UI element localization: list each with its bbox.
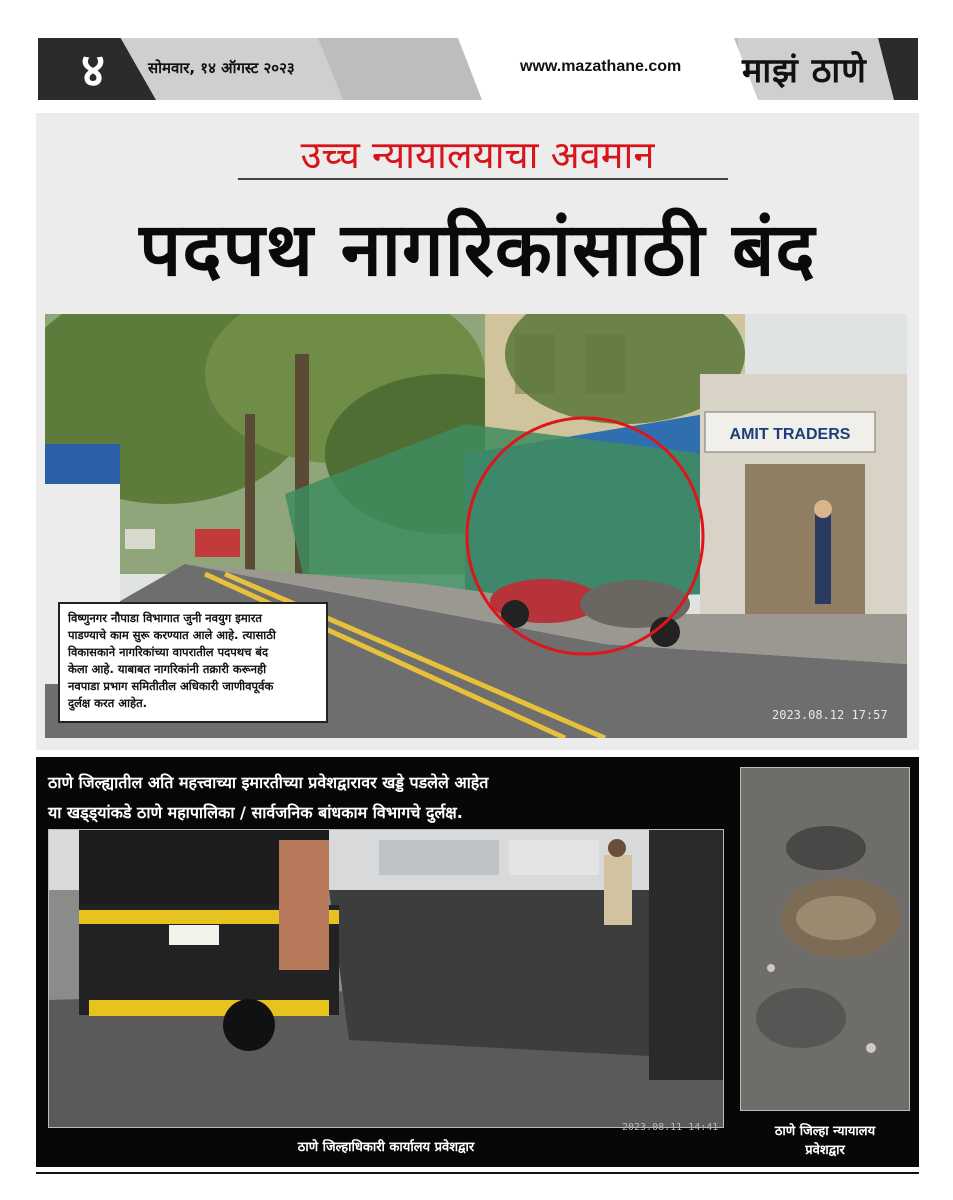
photo-caption <box>58 602 328 723</box>
pothole-text <box>48 768 728 828</box>
masthead-title: माझं ठाणे <box>742 51 867 91</box>
caption-line: नवपाडा प्रभाग समितीतील अधिकारी जाणीवपूर्वक <box>68 679 274 693</box>
pothole-line: ठाणे जिल्ह्यातील अति महत्त्वाच्या इमारतीच्या प्रवेशद्वारावर खड्डे पडलेले आहेत <box>48 773 489 792</box>
website-url[interactable]: www.mazathane.com <box>520 58 682 75</box>
collector-office-caption: ठाणे जिल्हाधिकारी कार्यालय प्रवेशद्वार <box>297 1140 475 1155</box>
court-entrance-caption <box>740 1122 910 1160</box>
caption-line: विष्णुनगर नौपाडा विभागात जुनी नवयुग इमारत <box>68 611 262 625</box>
caption-line: केला आहे. याबाबत नागरिकांनी तक्रारी करूनही <box>68 662 267 676</box>
collector-office-photo <box>48 829 724 1128</box>
photo-timestamp: 2023.08.12 17:57 <box>772 708 888 722</box>
caption-line: पाडण्याचे काम सुरू करण्यात आले आहे. त्यासाठी <box>68 628 276 642</box>
caption-line: विकासकाने नागरिकांच्या वापरातील पदपथच बंद <box>68 645 269 659</box>
page-number: ४ <box>81 43 105 97</box>
court-caption-line: ठाणे जिल्हा न्यायालय <box>774 1124 876 1139</box>
kicker-underline <box>238 178 728 180</box>
caption-line: दुर्लक्ष करत आहेत. <box>68 696 148 710</box>
footer-rule <box>36 1172 919 1174</box>
shop-sign: AMIT TRADERS <box>729 426 851 443</box>
pothole-line: या खड्ड्यांकडे ठाणे महापालिका / सार्वजनिक बांधकाम विभागचे दुर्लक्ष. <box>48 803 463 822</box>
story-kicker: उच्च न्यायालयाचा अवमान <box>300 133 655 177</box>
court-entrance-photo <box>740 767 910 1111</box>
story-headline: पदपथ नागरिकांसाठी बंद <box>139 207 816 293</box>
issue-date: सोमवार, १४ ऑगस्ट २०२३ <box>148 59 295 77</box>
court-caption-line: प्रवेशद्वार <box>805 1143 845 1158</box>
photo-a-timestamp: 2023.08.11 14:41 <box>622 1122 719 1133</box>
